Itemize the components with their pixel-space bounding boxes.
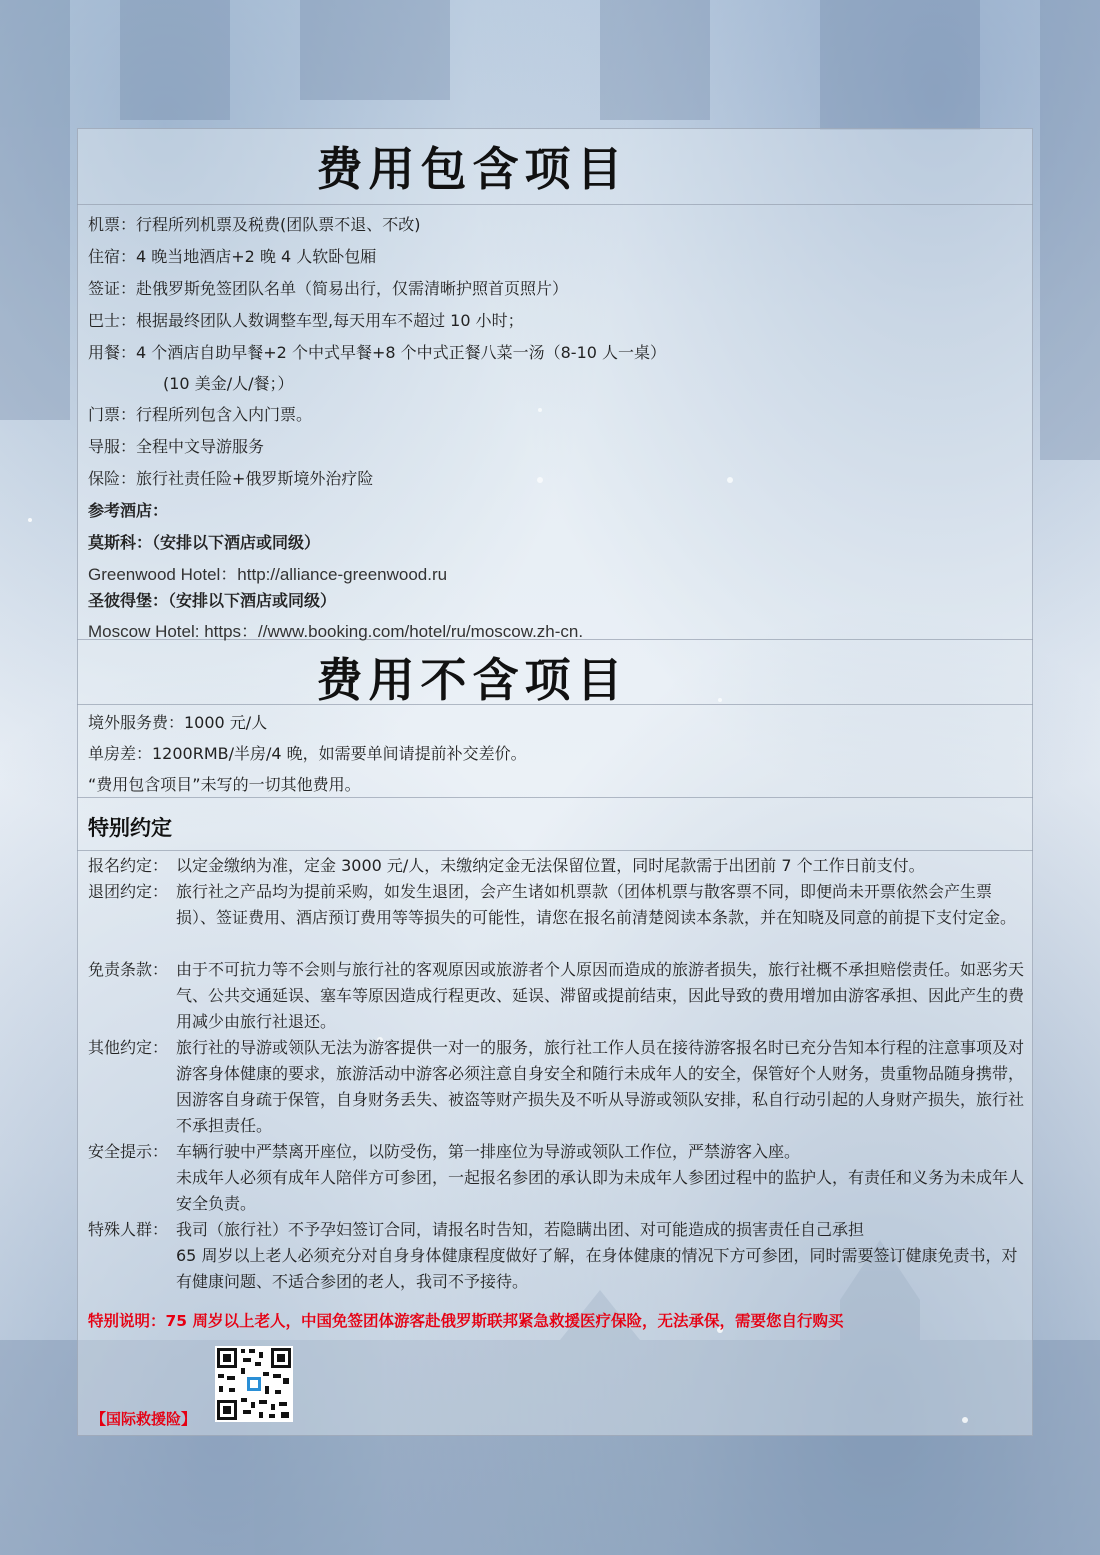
term-other-label: 其他约定： [88,1038,169,1057]
term-other-text: 旅行社的导游或领队无法为游客提供一对一的服务，旅行社工作人员在接待游客报名时已充分告知本行程的注意事项及对游客身体健康的要求，旅游活动中游客必须注意自身安全和随行未成年人的安全，保管好个人财务，贵重物品随身携带，因游客自身疏于保管，自身财务丢失、被盗等财产损失及不听从导游或领队安排，私自行动引起的人身财产损失，旅行社不承担责任。 [176,1038,1025,1135]
term-special-text-1: 我司（旅行社）不予孕妇签订合同，请报名时告知，若隐瞒出团、对可能造成的损害责任自己承担 [176,1220,865,1239]
included-item-tickets: 门票：行程所列包含入内门票。 [88,405,313,424]
spb-label: 圣彼得堡：（安排以下酒店或同级） [88,591,337,610]
term-safety-text-2: 未成年人必须有成年人陪伴方可参团，一起报名参团的承认即为未成年人参团过程中的监护人，有责任和义务为未成年人安全负责。 [176,1168,1025,1213]
included-item-guide: 导服：全程中文导游服务 [88,437,265,456]
term-safety-label: 安全提示： [88,1142,169,1161]
term-cancel-label: 退团约定： [88,882,169,901]
divider [77,850,1033,851]
included-title: 费用包含项目 [316,142,629,196]
included-item-bus: 巴士：根据最终团队人数调整车型,每天用车不超过 10 小时； [88,311,524,330]
included-item-insurance: 保险：旅行社责任险+俄罗斯境外治疗险 [88,469,374,488]
spb-hotel-link[interactable]: Moscow Hotel: https：//www.booking.com/hotel/ru/moscow.zh-cn. [88,622,584,641]
rescue-insurance-label: 【国际救援险】 [91,1410,197,1428]
hotels-label: 参考酒店： [88,501,169,520]
moscow-label: 莫斯科：（安排以下酒店或同级） [88,533,321,552]
qr-code-icon[interactable] [215,1346,293,1422]
term-signup [88,853,1028,879]
term-safety [88,1139,1028,1217]
included-item-hotel: 住宿：4 晚当地酒店+2 晚 4 人软卧包厢 [88,247,377,266]
excluded-title: 费用不含项目 [316,653,629,707]
term-disclaimer-text: 由于不可抗力等不会则与旅行社的客观原因或旅游者个人原因而造成的旅游者损失，旅行社概不承担赔偿责任。如恶劣天气、公共交通延误、塞车等原因造成行程更改、延误、滞留或提前结束，因此导致的费用增加由游客承担、因此产生的费用减少由旅行社退还。 [176,960,1025,1031]
term-cancel [88,879,1028,931]
excluded-item-single-room: 单房差：1200RMB/半房/4 晚，如需要单间请提前补交差价。 [88,744,527,763]
term-cancel-text: 旅行社之产品均为提前采购，如发生退团，会产生诸如机票款（团体机票与散客票不同，即便尚未开票依然会产生票损）、签证费用、酒店预订费用等等损失的可能性，请您在报名前清楚阅读本条款，并在知晓及同意的前提下支付定金。 [176,882,1017,927]
excluded-item-other: “费用包含项目”未写的一切其他费用。 [88,775,361,794]
moscow-hotel-link[interactable]: Greenwood Hotel：http://alliance-greenwood.ru [88,565,448,584]
included-item-meal: 用餐：4 个酒店自助早餐+2 个中式早餐+8 个中式正餐八菜一汤（8-10 人一桌） [88,343,667,362]
term-other [88,1035,1028,1139]
excluded-item-service-fee: 境外服务费：1000 元/人 [88,713,268,732]
divider [77,204,1033,205]
terms-title: 特别约定 [88,816,172,840]
term-signup-text: 以定金缴纳为准，定金 3000 元/人，未缴纳定金无法保留位置，同时尾款需于出团前 7 个工作日前支付。 [176,856,925,875]
term-safety-text-1: 车辆行驶中严禁离开座位，以防受伤，第一排座位为导游或领队工作位，严禁游客入座。 [176,1142,801,1161]
term-special-text-2: 65 周岁以上老人必须充分对自身身体健康程度做好了解，在身体健康的情况下方可参团，同时需要签订健康免责书，对有健康问题、不适合参团的老人，我司不予接待。 [176,1246,1018,1291]
term-signup-label: 报名约定： [88,856,169,875]
term-special-label: 特殊人群： [88,1220,169,1239]
special-note: 特别说明：75 周岁以上老人，中国免签团体游客赴俄罗斯联邦紧急救援医疗保险，无法承保，需要您自行购买 [88,1312,844,1330]
term-disclaimer [88,957,1028,1035]
included-item-meal-note: (10 美金/人/餐；） [163,374,294,393]
included-item-flight: 机票：行程所列机票及税费(团队票不退、不改) [88,215,421,234]
term-special [88,1217,1028,1295]
included-item-visa: 签证：赴俄罗斯免签团队名单（简易出行，仅需清晰护照首页照片） [88,279,569,298]
term-disclaimer-label: 免责条款： [88,960,169,979]
divider [77,797,1033,798]
